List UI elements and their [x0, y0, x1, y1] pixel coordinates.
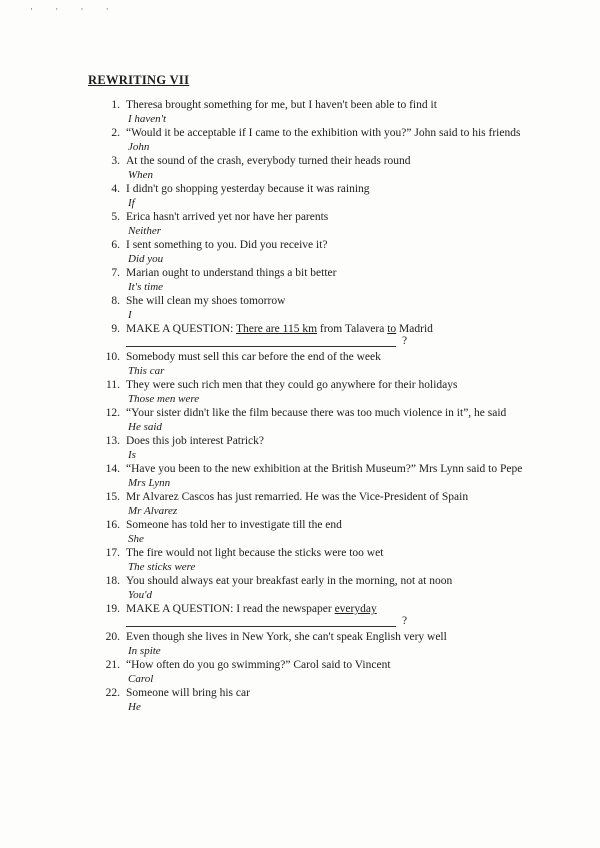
- item-number: 20.: [105, 631, 120, 643]
- item-number: 9.: [111, 323, 120, 335]
- list-item: [0, 266, 600, 294]
- item-cue: Mrs Lynn: [128, 477, 171, 489]
- list-item: [0, 658, 600, 686]
- item-cue: He said: [128, 421, 162, 433]
- item-number: 14.: [105, 463, 120, 475]
- item-sentence: I sent something to you. Did you receive it?: [126, 239, 328, 251]
- item-sentence: Theresa brought something for me, but I haven't been able to find it: [126, 99, 437, 111]
- list-item: [0, 462, 600, 490]
- item-sentence: You should always eat your breakfast early in the morning, not at noon: [126, 575, 453, 587]
- answer-blank: [126, 618, 396, 627]
- item-sentence: Someone will bring his car: [126, 687, 250, 699]
- item-sentence: She will clean my shoes tomorrow: [126, 295, 286, 307]
- prompt-middle: from Talavera: [317, 323, 388, 335]
- item-sentence: They were such rich men that they could go anywhere for their holidays: [126, 379, 458, 391]
- list-item: [0, 686, 600, 714]
- list-item: [0, 574, 600, 602]
- question-mark: ?: [402, 335, 408, 347]
- item-number: 22.: [105, 687, 120, 699]
- item-cue: Mr Alvarez: [128, 505, 178, 517]
- item-cue: If: [128, 197, 135, 209]
- item-cue: John: [128, 141, 150, 153]
- list-item: [0, 210, 600, 238]
- item-sentence: The fire would not light because the sticks were too wet: [126, 547, 384, 559]
- item-number: 7.: [111, 267, 120, 279]
- underlined-part: There are 115 km: [236, 323, 318, 335]
- item-number: 19.: [105, 603, 120, 615]
- item-sentence: Marian ought to understand things a bit better: [126, 267, 337, 279]
- item-number: 4.: [111, 183, 120, 195]
- item-number: 15.: [105, 491, 120, 503]
- item-sentence: Erica hasn't arrived yet nor have her parents: [126, 211, 329, 223]
- list-item: [0, 182, 600, 210]
- page-title: REWRITING VII: [88, 73, 190, 87]
- exercise-list: [0, 98, 600, 714]
- item-sentence: “Have you been to the new exhibition at the British Museum?” Mrs Lynn said to Pepe: [126, 463, 523, 475]
- list-item: [0, 434, 600, 462]
- item-sentence: Somebody must sell this car before the end of the week: [126, 351, 381, 363]
- item-question-prompt: [126, 602, 377, 616]
- item-number: 11.: [106, 379, 120, 391]
- item-number: 18.: [105, 575, 120, 587]
- list-item: [0, 490, 600, 518]
- item-cue: The sticks were: [128, 561, 196, 573]
- item-number: 13.: [105, 435, 120, 447]
- underlined-part: to: [387, 323, 397, 335]
- list-item: [0, 602, 600, 630]
- item-sentence: “How often do you go swimming?” Carol said to Vincent: [126, 659, 391, 671]
- item-number: 1.: [111, 99, 120, 111]
- item-cue: Carol: [128, 673, 154, 685]
- list-item: [0, 238, 600, 266]
- item-sentence: Does this job interest Patrick?: [126, 435, 264, 447]
- item-cue: Neither: [128, 225, 161, 237]
- underlined-part: everyday: [334, 603, 377, 615]
- item-number: 8.: [111, 295, 120, 307]
- prompt-prefix: MAKE A QUESTION: I read the newspaper: [126, 603, 335, 615]
- item-cue: Is: [128, 449, 136, 461]
- item-cue: He: [128, 701, 141, 713]
- item-question-prompt: [126, 322, 433, 336]
- item-cue: I: [128, 309, 132, 321]
- item-number: 3.: [111, 155, 120, 167]
- item-cue: I haven't: [128, 113, 167, 125]
- item-number: 5.: [111, 211, 120, 223]
- item-number: 6.: [111, 239, 120, 251]
- item-sentence: “Your sister didn't like the film because there was too much violence in it”, he said: [126, 407, 507, 419]
- item-sentence: “Would it be acceptable if I came to the exhibition with you?” John said to his friends: [126, 127, 521, 139]
- item-cue: You'd: [128, 589, 152, 601]
- list-item: [0, 154, 600, 182]
- prompt-suffix: Madrid: [396, 323, 433, 335]
- list-item: [0, 350, 600, 378]
- item-number: 12.: [105, 407, 120, 419]
- prompt-prefix: MAKE A QUESTION:: [126, 323, 237, 335]
- list-item: [0, 294, 600, 322]
- list-item: [0, 518, 600, 546]
- item-sentence: I didn't go shopping yesterday because it was raining: [126, 183, 370, 195]
- list-item: [0, 546, 600, 574]
- item-number: 17.: [105, 547, 120, 559]
- item-sentence: At the sound of the crash, everybody turned their heads round: [126, 155, 411, 167]
- item-number: 2.: [111, 127, 120, 139]
- list-item: [0, 126, 600, 154]
- item-cue: It's time: [128, 281, 164, 293]
- item-number: 21.: [105, 659, 120, 671]
- item-sentence: Even though she lives in New York, she can't speak English very well: [126, 631, 447, 643]
- item-cue: She: [128, 533, 144, 545]
- item-cue: When: [128, 169, 154, 181]
- item-number: 10.: [105, 351, 120, 363]
- list-item: [0, 406, 600, 434]
- list-item: [0, 630, 600, 658]
- question-mark: ?: [402, 615, 408, 627]
- item-cue: This car: [128, 365, 165, 377]
- scan-specks: · · · ·: [30, 4, 119, 14]
- item-cue: In spite: [128, 645, 161, 657]
- list-item: [0, 322, 600, 350]
- list-item: [0, 378, 600, 406]
- item-sentence: Someone has told her to investigate till the end: [126, 519, 342, 531]
- item-cue: Those men were: [128, 393, 200, 405]
- item-sentence: Mr Alvarez Cascos has just remarried. He was the Vice-President of Spain: [126, 491, 469, 503]
- item-cue: Did you: [128, 253, 164, 265]
- item-number: 16.: [105, 519, 120, 531]
- list-item: [0, 98, 600, 126]
- answer-blank: [126, 338, 396, 347]
